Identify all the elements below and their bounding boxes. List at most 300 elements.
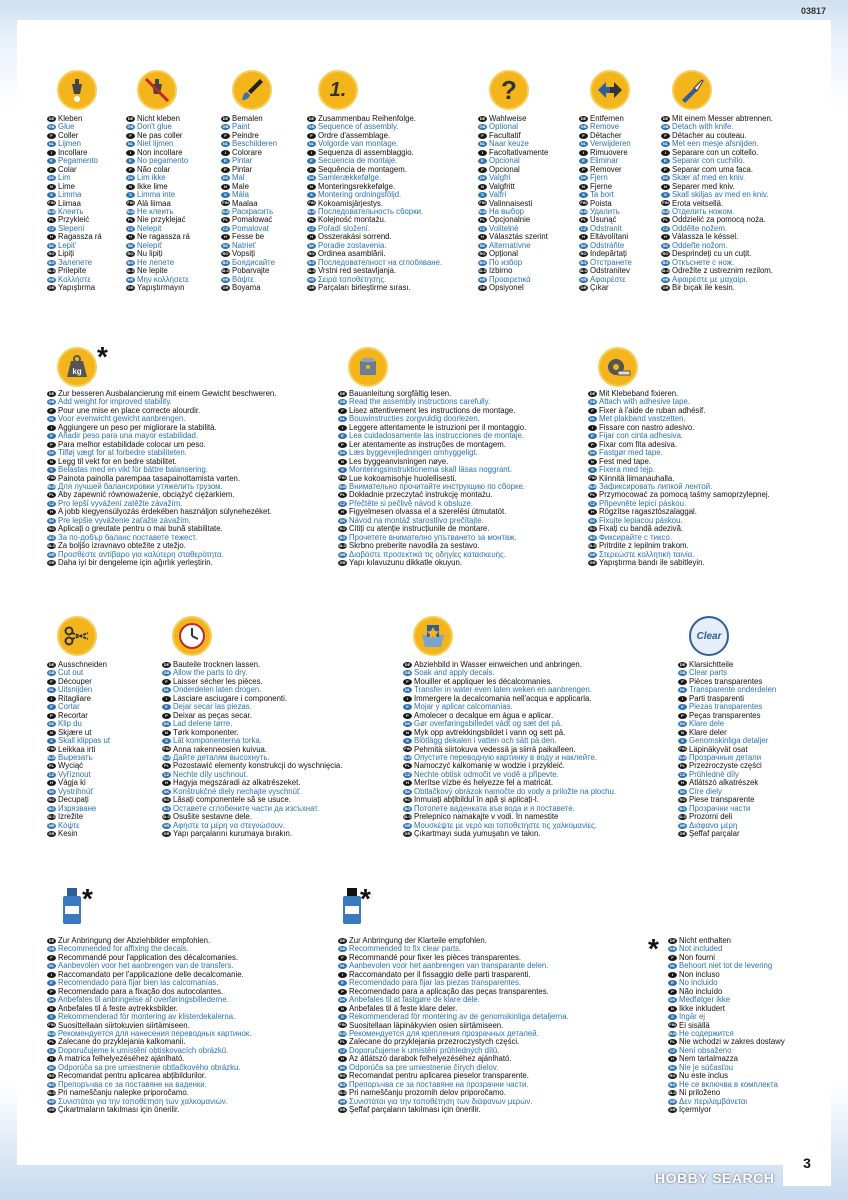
text-line-content: Suositellaan läpinäkyvien osien siirtämiseen. bbox=[349, 1021, 504, 1030]
language-flag-icon: P bbox=[338, 442, 347, 448]
text-line bbox=[162, 822, 407, 830]
language-flag-icon: SK bbox=[48, 517, 55, 523]
language-flag-icon: SLO bbox=[338, 543, 347, 549]
text-line-content: Mal bbox=[232, 174, 245, 183]
text-line bbox=[307, 259, 477, 267]
text-line-content: Lijmen bbox=[58, 140, 81, 149]
language-flag-icon: RO bbox=[339, 526, 346, 532]
text-line bbox=[221, 259, 311, 267]
language-flag-icon: RUS bbox=[47, 1030, 56, 1036]
text-line-content: Non incluso bbox=[679, 970, 720, 979]
text-line bbox=[126, 250, 221, 258]
text-line-content: Naar keuze bbox=[489, 140, 529, 149]
language-flag-icon: SLO bbox=[126, 268, 135, 274]
text-line bbox=[126, 276, 221, 284]
text-line bbox=[47, 415, 342, 423]
language-flag-icon: SLO bbox=[668, 1090, 677, 1096]
text-line-content: Зафиксировать липкой лентой. bbox=[599, 482, 713, 491]
text-line-content: Ritagliare bbox=[58, 694, 91, 703]
language-flag-icon: PL bbox=[339, 492, 346, 498]
language-flag-icon: PL bbox=[479, 217, 486, 223]
text-line bbox=[478, 242, 578, 250]
language-flag-icon: SLO bbox=[678, 814, 687, 820]
text-line-content: Pořadí složení. bbox=[318, 224, 371, 233]
language-flag-icon: N bbox=[403, 730, 412, 736]
text-line-content: Izrežite bbox=[58, 813, 84, 822]
text-line bbox=[579, 183, 669, 191]
text-line bbox=[678, 661, 818, 669]
language-flag-icon: PL bbox=[163, 763, 170, 769]
language-flag-icon: BG bbox=[163, 805, 170, 811]
text-line-content: Vystrihnúť bbox=[58, 787, 94, 796]
language-flag-icon: H bbox=[403, 780, 412, 786]
text-column-sequence bbox=[307, 115, 477, 293]
text-line bbox=[678, 737, 818, 745]
text-line bbox=[403, 796, 683, 804]
text-line bbox=[661, 259, 816, 267]
language-flag-icon: E bbox=[47, 704, 56, 710]
language-flag-icon: E bbox=[47, 433, 56, 439]
text-line-content: Îndepărtați bbox=[590, 250, 627, 259]
text-line-content: Çıkartmaların takılması için önerilir. bbox=[58, 1106, 180, 1115]
text-line-content: Rekommenderad för montering av klisterdekalerna. bbox=[58, 1013, 236, 1022]
text-line bbox=[403, 729, 683, 737]
language-flag-icon: GR bbox=[48, 560, 55, 565]
text-line bbox=[338, 1005, 638, 1013]
text-line-content: Rimuovere bbox=[590, 148, 628, 157]
language-flag-icon: P bbox=[221, 167, 230, 173]
language-flag-icon: DK bbox=[679, 721, 686, 727]
text-line bbox=[403, 771, 683, 779]
language-flag-icon: BG bbox=[669, 1081, 676, 1087]
text-line-content: Suosittellaan siirtokuvien siirtämiseen. bbox=[58, 1021, 190, 1030]
text-line-content: Kolejność montażu. bbox=[318, 216, 387, 225]
language-flag-icon: H bbox=[338, 1056, 347, 1062]
text-line-content: Beschilderen bbox=[232, 140, 278, 149]
language-flag-icon: N bbox=[221, 184, 230, 190]
language-flag-icon: SK bbox=[339, 517, 346, 523]
text-line-content: Fissare con nastro adesivo. bbox=[599, 423, 695, 432]
language-flag-icon: H bbox=[588, 509, 597, 515]
text-line bbox=[126, 208, 221, 216]
text-line-content: Añadir peso para una mayor estabilidad. bbox=[58, 432, 198, 441]
language-flag-icon: CZ bbox=[48, 500, 55, 506]
text-line bbox=[338, 525, 588, 533]
language-flag-icon: F bbox=[47, 679, 56, 685]
text-line bbox=[338, 542, 588, 550]
text-line bbox=[338, 1106, 638, 1114]
text-line bbox=[47, 1030, 337, 1038]
text-line-content: Maalaa bbox=[232, 199, 258, 208]
language-flag-icon: DE bbox=[48, 937, 55, 943]
text-line bbox=[338, 945, 638, 953]
language-flag-icon: SK bbox=[222, 242, 229, 248]
text-line bbox=[588, 398, 816, 406]
text-line bbox=[47, 174, 137, 182]
language-flag-icon: SLO bbox=[478, 268, 487, 274]
language-flag-icon: DE bbox=[48, 115, 55, 121]
text-line-content: Δεν περιλαμβάνεται bbox=[679, 1097, 748, 1106]
text-line-content: Návod na montáž starostlivo prečítajte. bbox=[349, 516, 484, 525]
language-flag-icon: GB bbox=[479, 124, 486, 130]
text-line-content: Pomalovat bbox=[232, 224, 269, 233]
language-flag-icon: SK bbox=[163, 788, 170, 794]
language-flag-icon: RUS bbox=[221, 208, 230, 214]
text-line bbox=[661, 174, 816, 182]
language-flag-icon: GR bbox=[404, 831, 411, 836]
language-flag-icon: P bbox=[47, 167, 56, 173]
language-flag-icon: DK bbox=[48, 997, 55, 1003]
text-line-content: Niet lijmen bbox=[137, 140, 174, 149]
text-line-content: Don't glue bbox=[137, 123, 172, 132]
text-line bbox=[47, 483, 342, 491]
text-line-content: Ne ragassza rá bbox=[137, 233, 190, 242]
language-flag-icon: GB bbox=[48, 946, 55, 952]
language-flag-icon: DK bbox=[404, 721, 411, 727]
text-line-content: Detach with knife. bbox=[672, 123, 734, 132]
asterisk-decal-fix: * bbox=[82, 883, 93, 914]
text-line bbox=[478, 157, 578, 165]
text-line-content: Merítse vízbe és helyezze fel a matricát. bbox=[414, 779, 554, 788]
text-line bbox=[126, 166, 221, 174]
text-line bbox=[162, 703, 407, 711]
language-flag-icon: RUS bbox=[588, 483, 597, 489]
text-line-content: Para melhor estabilidade colocar um peso. bbox=[58, 440, 206, 449]
text-column-no-glue bbox=[126, 115, 221, 293]
text-line-content: Αφήστε τα μέρη να στεγνώσουν. bbox=[173, 821, 285, 830]
text-line bbox=[678, 762, 818, 770]
text-line bbox=[338, 483, 588, 491]
language-flag-icon: FIN bbox=[48, 475, 55, 481]
language-flag-icon: DE bbox=[662, 115, 669, 121]
text-line-content: Προαιρετικά bbox=[489, 275, 531, 284]
text-line-content: Aplicați o greutate pentru o mai bună stabilitate. bbox=[58, 525, 223, 534]
language-flag-icon: P bbox=[162, 713, 171, 719]
language-flag-icon: GR bbox=[222, 285, 229, 290]
language-flag-icon: NL bbox=[669, 963, 676, 969]
language-flag-icon: SLO bbox=[403, 814, 412, 820]
text-line bbox=[668, 1072, 818, 1080]
text-line-content: Recomendado para fijar las piezas transparentes. bbox=[349, 979, 522, 988]
text-line-content: Medfølger ikke bbox=[679, 996, 731, 1005]
language-flag-icon: CZ bbox=[339, 1047, 346, 1053]
text-line-content: Recomendado para a fixação dos autocolantes. bbox=[58, 987, 224, 996]
text-line-content: Wyciąć bbox=[58, 762, 84, 771]
text-line-content: Последователност на сглобяване. bbox=[318, 258, 443, 267]
text-line bbox=[47, 491, 342, 499]
language-flag-icon: DE bbox=[669, 937, 676, 943]
language-flag-icon: E bbox=[162, 704, 171, 710]
text-line bbox=[47, 534, 342, 542]
text-line-content: Eliminar bbox=[590, 157, 619, 166]
text-line bbox=[126, 149, 221, 157]
text-line-content: Pre lepšie vyváženie zaťažte závažím. bbox=[58, 516, 191, 525]
language-flag-icon: DK bbox=[308, 175, 315, 181]
language-flag-icon: HR bbox=[339, 551, 346, 557]
scissors-icon bbox=[57, 616, 97, 656]
language-flag-icon: GB bbox=[48, 670, 55, 676]
text-line-content: Çıkar bbox=[590, 284, 609, 293]
text-line bbox=[307, 233, 477, 241]
text-line-content: Natrieť bbox=[232, 241, 256, 250]
language-flag-icon: N bbox=[661, 184, 670, 190]
text-line bbox=[678, 669, 818, 677]
text-line bbox=[478, 166, 578, 174]
language-flag-icon: FIN bbox=[339, 1022, 346, 1028]
language-flag-icon: SK bbox=[308, 242, 315, 248]
language-flag-icon: DE bbox=[127, 115, 134, 121]
text-line bbox=[579, 284, 669, 292]
text-line bbox=[126, 200, 221, 208]
text-line bbox=[126, 267, 221, 275]
text-line bbox=[403, 703, 683, 711]
language-flag-icon: H bbox=[661, 234, 670, 240]
glue-icon bbox=[57, 70, 97, 110]
text-line bbox=[338, 491, 588, 499]
text-line-content: Nu este inclus bbox=[679, 1072, 728, 1081]
language-flag-icon: NL bbox=[479, 141, 486, 147]
text-line-content: Przykleić bbox=[58, 216, 90, 225]
text-line-content: Valgfritt bbox=[489, 182, 515, 191]
language-flag-icon: GB bbox=[339, 946, 346, 952]
asterisk-not-included: * bbox=[648, 933, 659, 964]
text-line bbox=[47, 157, 137, 165]
text-line bbox=[338, 390, 588, 398]
text-line bbox=[162, 737, 407, 745]
text-line bbox=[579, 250, 669, 258]
text-line bbox=[47, 762, 167, 770]
text-line bbox=[678, 712, 818, 720]
text-line-content: Препоръчва се за поставяне на ваденки. bbox=[58, 1080, 207, 1089]
language-flag-icon: FIN bbox=[662, 200, 669, 206]
language-flag-icon: SK bbox=[580, 242, 587, 248]
text-line bbox=[126, 140, 221, 148]
language-flag-icon: S bbox=[47, 467, 56, 473]
text-line-content: Ne pas coller bbox=[137, 131, 183, 140]
text-line-content: Yapı parçalarını kurumaya bırakın. bbox=[173, 830, 293, 839]
text-line-content: Aanbevolen voor het aanbrengen van transparante delen. bbox=[349, 962, 549, 971]
text-line bbox=[47, 559, 342, 567]
language-flag-icon: F bbox=[47, 133, 56, 139]
text-line-content: Recommended for affixing the decals. bbox=[58, 945, 189, 954]
text-line-content: Aggiungere un peso per migliorare la stabilità. bbox=[58, 423, 217, 432]
text-line bbox=[47, 517, 342, 525]
text-column-decal bbox=[403, 661, 683, 839]
text-line bbox=[588, 407, 816, 415]
text-line bbox=[221, 183, 311, 191]
language-flag-icon: E bbox=[678, 704, 687, 710]
language-flag-icon: BG bbox=[222, 259, 229, 265]
language-flag-icon: S bbox=[579, 192, 588, 198]
text-line-content: Remove bbox=[590, 123, 620, 132]
language-flag-icon: NL bbox=[662, 141, 669, 147]
language-flag-icon: RUS bbox=[338, 483, 347, 489]
text-line-content: Bauteile trocknen lassen. bbox=[173, 661, 261, 669]
text-line bbox=[579, 149, 669, 157]
text-line bbox=[221, 233, 311, 241]
text-line bbox=[162, 669, 407, 677]
text-line bbox=[588, 415, 816, 423]
text-line-content: Nie je súčasťou bbox=[679, 1063, 734, 1072]
text-line bbox=[661, 166, 816, 174]
text-line-content: Pri nameščanju prozornih delov priporočamo. bbox=[349, 1089, 506, 1098]
text-line bbox=[403, 695, 683, 703]
adhesive-tape-icon bbox=[598, 347, 638, 387]
text-line-content: Последовательность сборки. bbox=[318, 207, 424, 216]
text-line bbox=[661, 242, 816, 250]
text-line bbox=[47, 508, 342, 516]
text-line bbox=[307, 183, 477, 191]
text-line-content: Valfri bbox=[489, 191, 507, 200]
text-column-decal-fix bbox=[47, 937, 337, 1115]
text-line-content: Met een mesje afsnijden. bbox=[672, 140, 759, 149]
text-line bbox=[668, 962, 818, 970]
language-flag-icon: RUS bbox=[678, 754, 687, 760]
text-line-content: Skjære ut bbox=[58, 728, 92, 737]
text-line-content: Fixera med tejp. bbox=[599, 466, 655, 475]
language-flag-icon: I bbox=[588, 425, 597, 431]
text-line bbox=[47, 466, 342, 474]
text-line-content: Внимательно прочитайте инструкцию по сборке. bbox=[349, 482, 525, 491]
text-line-content: Átlátszó alkatrészek bbox=[689, 779, 759, 788]
language-flag-icon: E bbox=[403, 704, 412, 710]
language-flag-icon: RO bbox=[339, 1073, 346, 1079]
text-line-content: Βάψτε bbox=[232, 275, 254, 284]
text-line bbox=[579, 225, 669, 233]
language-flag-icon: S bbox=[338, 1014, 347, 1020]
language-flag-icon: GR bbox=[339, 560, 346, 565]
text-line bbox=[668, 1038, 818, 1046]
text-line-content: Cut out bbox=[58, 669, 84, 678]
language-flag-icon: RUS bbox=[478, 208, 487, 214]
text-line-content: Za boljšo izravnavo obtežite z utežjo. bbox=[58, 542, 186, 551]
text-line bbox=[668, 1089, 818, 1097]
text-line bbox=[47, 695, 167, 703]
language-flag-icon: CZ bbox=[222, 225, 229, 231]
text-line bbox=[579, 174, 669, 182]
text-line bbox=[47, 432, 342, 440]
language-flag-icon: DE bbox=[589, 390, 596, 396]
language-flag-icon: H bbox=[668, 1056, 677, 1062]
language-flag-icon: P bbox=[126, 167, 135, 173]
text-line-content: Coller bbox=[58, 131, 79, 140]
language-flag-icon: HR bbox=[222, 276, 229, 282]
language-flag-icon: DE bbox=[679, 661, 686, 667]
text-line-content: Для лучшей балансировки утяжелить грузом. bbox=[58, 482, 223, 491]
language-flag-icon: NL bbox=[163, 687, 170, 693]
text-line bbox=[162, 729, 407, 737]
language-flag-icon: GB bbox=[222, 124, 229, 130]
language-flag-icon: NL bbox=[339, 963, 346, 969]
text-line bbox=[338, 466, 588, 474]
language-flag-icon: SK bbox=[679, 788, 686, 794]
language-flag-icon: BG bbox=[679, 805, 686, 811]
language-flag-icon: RO bbox=[580, 251, 587, 257]
text-line bbox=[661, 183, 816, 191]
text-line-content: Раскрасить bbox=[232, 207, 274, 216]
text-line bbox=[478, 208, 578, 216]
language-flag-icon: HR bbox=[662, 276, 669, 282]
text-line bbox=[678, 796, 818, 804]
language-flag-icon: SLO bbox=[47, 1090, 56, 1096]
language-flag-icon: BG bbox=[404, 805, 411, 811]
language-flag-icon: BG bbox=[662, 259, 669, 265]
text-line-content: Prelepnico namakajte v vodi. In namestite bbox=[414, 813, 559, 822]
text-line bbox=[668, 1106, 818, 1114]
text-column-not-included bbox=[668, 937, 818, 1115]
text-line bbox=[47, 737, 167, 745]
text-line bbox=[47, 140, 137, 148]
language-flag-icon: S bbox=[668, 1014, 677, 1020]
text-line bbox=[661, 140, 816, 148]
language-flag-icon: RO bbox=[662, 251, 669, 257]
text-line-content: Myk opp avtrekkingsbildet i vann og sett på. bbox=[414, 728, 566, 737]
text-line-content: На выбор bbox=[489, 207, 525, 216]
language-flag-icon: GB bbox=[404, 670, 411, 676]
text-line-content: Rekommenderad för montering av de genomskinliga detaljerna. bbox=[349, 1013, 569, 1022]
text-line bbox=[307, 157, 477, 165]
text-line-content: Boyama bbox=[232, 284, 261, 293]
text-line bbox=[588, 542, 816, 550]
text-line bbox=[47, 678, 167, 686]
remove-arrows-icon bbox=[590, 70, 630, 110]
text-line bbox=[162, 712, 407, 720]
language-flag-icon: E bbox=[338, 433, 347, 439]
text-line bbox=[47, 250, 137, 258]
language-flag-icon: HR bbox=[48, 822, 55, 828]
language-flag-icon: HR bbox=[669, 1098, 676, 1104]
text-line bbox=[338, 1089, 638, 1097]
text-line-content: Не клеить bbox=[137, 207, 174, 216]
text-line-content: Pro lepší vyvážení zatěžte závažím. bbox=[58, 499, 183, 508]
language-flag-icon: H bbox=[47, 509, 56, 515]
text-line bbox=[47, 525, 342, 533]
text-line-content: Боядисайте bbox=[232, 258, 275, 267]
text-line bbox=[162, 754, 407, 762]
text-line-content: Obtlačkový obrázok namočte do vody a priložte na plochu. bbox=[414, 787, 616, 796]
language-flag-icon: RUS bbox=[126, 208, 135, 214]
language-flag-icon: BG bbox=[48, 259, 55, 265]
language-flag-icon: HR bbox=[48, 276, 55, 282]
text-line bbox=[47, 1081, 337, 1089]
language-flag-icon: P bbox=[661, 167, 670, 173]
text-line bbox=[338, 508, 588, 516]
text-line bbox=[221, 284, 311, 292]
text-line-content: Låt komponenterna torka. bbox=[173, 737, 262, 746]
text-line bbox=[678, 754, 818, 762]
text-line-content: Leggere attentamente le istruzioni per il montaggio. bbox=[349, 423, 527, 432]
text-line-content: Raccomandato per l'applicazione delle decalcomanie. bbox=[58, 970, 244, 979]
text-line bbox=[47, 475, 342, 483]
text-line-content: Дайте деталям высохнуть. bbox=[173, 753, 270, 762]
text-line bbox=[47, 796, 167, 804]
text-line-content: No pegamento bbox=[137, 157, 189, 166]
text-line bbox=[338, 1038, 638, 1046]
text-line-content: Volgorde van montage. bbox=[318, 140, 399, 149]
language-flag-icon: S bbox=[678, 738, 687, 744]
text-line bbox=[47, 441, 342, 449]
text-line bbox=[403, 830, 683, 838]
language-flag-icon: RUS bbox=[47, 208, 56, 214]
text-line-content: Pintar bbox=[232, 165, 253, 174]
text-line-content: Volitelné bbox=[489, 224, 519, 233]
text-line bbox=[47, 1013, 337, 1021]
text-line-content: Erota veitsellä. bbox=[672, 199, 724, 208]
text-line bbox=[678, 805, 818, 813]
text-line bbox=[126, 284, 221, 292]
text-line-content: Amolecer o decalque em água e aplicar. bbox=[414, 711, 554, 720]
text-line bbox=[478, 267, 578, 275]
